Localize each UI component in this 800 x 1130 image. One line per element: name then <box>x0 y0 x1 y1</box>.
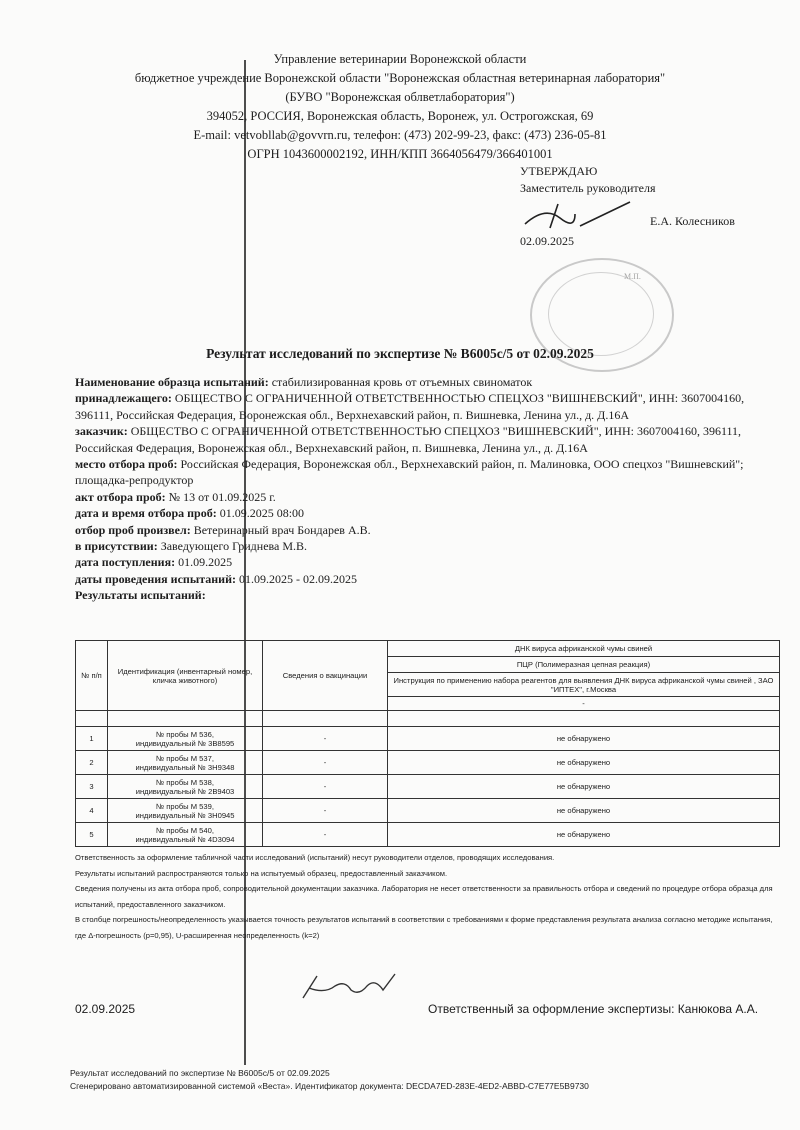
results-table <box>75 640 780 847</box>
field-value: ОБЩЕСТВО С ОГРАНИЧЕННОЙ ОТВЕТСТВЕННОСТЬЮ СПЕЦХОЗ "ВИШНЕВСКИЙ", ИНН: 3607004160, 396111, Российская Федерация, Воронежская обл., Верхнехавский район, п. Вишневка, Ленина ул., д. Д.16А <box>75 424 742 455</box>
field-row <box>75 423 775 456</box>
row-num: 3 <box>76 775 108 799</box>
field-row <box>75 505 775 521</box>
field-row <box>75 587 775 603</box>
table-row <box>76 775 780 799</box>
field-label: дата поступления: <box>75 555 176 570</box>
row-id: № пробы М 540, индивидуальный № 4D3094 <box>108 823 263 847</box>
field-label: место отбора проб: <box>75 457 178 472</box>
row-vacc: - <box>263 823 388 847</box>
note: Сведения получены из акта отбора проб, сопроводительной документации заказчика. Лаборатория не несет ответственности за правильность отбора и сведений по процедуре отбора образца для испытаний, предоставленного заказчиком. <box>75 884 773 909</box>
table-row <box>76 727 780 751</box>
field-value: ОБЩЕСТВО С ОГРАНИЧЕННОЙ ОТВЕТСТВЕННОСТЬЮ СПЕЦХОЗ "ВИШНЕВСКИЙ", ИНН: 3607004160, 396111, Российская Федерация, Воронежская обл., Верхнехавский район, п. Вишневка, Ленина ул., д. Д.16А <box>75 391 745 422</box>
approval-date: 02.09.2025 <box>520 234 574 248</box>
row-id: № пробы М 538, индивидуальный № 2В9403 <box>108 775 263 799</box>
field-value: Российская Федерация, Воронежская обл., Верхнехавский район, п. Малиновка, ООО спецхоз "Вишневский"; площадка-репродуктор <box>75 457 744 488</box>
row-vacc: - <box>263 751 388 775</box>
row-num: 4 <box>76 799 108 823</box>
table-row <box>76 823 780 847</box>
notes-block <box>75 850 780 943</box>
field-label: заказчик: <box>75 424 128 439</box>
field-value: Ветеринарный врач Бондарев А.В. <box>190 522 371 537</box>
field-row <box>75 390 775 423</box>
org-header <box>0 50 800 164</box>
approver-name: Е.А. Колесников <box>650 214 735 228</box>
row-result: не обнаружено <box>388 775 780 799</box>
row-vacc: - <box>263 775 388 799</box>
field-value: 01.09.2025 - 02.09.2025 <box>235 571 357 586</box>
field-label: акт отбора проб: <box>75 489 166 504</box>
footer-reference: Результат исследований по экспертизе № В6005с/5 от 02.09.2025 <box>70 1068 330 1078</box>
stamp-text: М.П. <box>624 272 641 281</box>
header-test: ДНК вируса африканской чумы свиней <box>388 641 780 657</box>
header-dash: - <box>388 697 780 711</box>
note: В столбце погрешность/неопределенность указывается точность результатов испытаний в соответствии с требованиями к форме представления результата анализа согласно методике испытания, где Δ-погрешность (р=0,95), U-расширенная неопределенность (k=2) <box>75 915 773 940</box>
header-line: ОГРН 1043600002192, ИНН/КПП 3664056479/366401001 <box>247 147 553 161</box>
row-num: 5 <box>76 823 108 847</box>
field-label: в присутствии: <box>75 539 158 554</box>
field-label: принадлежащего: <box>75 391 172 406</box>
row-result: не обнаружено <box>388 799 780 823</box>
header-line: E-mail: vetvobllab@govvrn.ru, телефон: (473) 202-99-23, факс: (473) 236-05-81 <box>193 128 607 142</box>
field-row <box>75 374 775 390</box>
header-method: ПЦР (Полимеразная цепная реакция) <box>388 657 780 673</box>
footer-system-id: Сгенерировано автоматизированной системой «Веста». Идентификатор документа: DECDA7ED-283E-4ED2-ABBD-C7E77E5B9730 <box>70 1081 589 1091</box>
header-num: № п/п <box>76 641 108 711</box>
field-row <box>75 489 775 505</box>
row-vacc: - <box>263 799 388 823</box>
field-label: даты проведения испытаний: <box>75 571 236 586</box>
signoff-date: 02.09.2025 <box>75 1002 136 1016</box>
note: Ответственность за оформление табличной части исследований (испытаний) несут руководители отделов, проводящих исследования. <box>75 853 555 862</box>
field-value: 01.09.2025 08:00 <box>216 506 305 521</box>
header-line: (БУВО "Воронежская облветлаборатория") <box>285 90 515 104</box>
field-value: Заведующего Гриднева М.В. <box>157 539 308 554</box>
document-title: Результат исследований по экспертизе № В6005с/5 от 02.09.2025 <box>206 346 594 361</box>
note: Результаты испытаний распространяются только на испытуемый образец, предоставленный заказчиком. <box>75 868 448 878</box>
approval-label: УТВЕРЖДАЮ <box>520 164 598 178</box>
field-label: дата и время отбора проб: <box>75 506 217 521</box>
field-label: Результаты испытаний: <box>75 588 206 603</box>
approver-signature <box>520 196 640 236</box>
field-value: стабилизированная кровь от отъемных свиноматок <box>268 375 533 389</box>
header-line: Управление ветеринарии Воронежской области <box>273 52 527 66</box>
responsible-signature <box>295 968 425 1008</box>
field-row <box>75 522 775 538</box>
row-id: № пробы М 539, индивидуальный № 3Н0945 <box>108 799 263 823</box>
header-instruction: Инструкция по применению набора реагентов для выявления ДНК вируса африканской чумы свиней , ЗАО "ИПТЕХ", г.Москва <box>388 673 780 697</box>
approval-position: Заместитель руководителя <box>520 181 656 195</box>
sample-info <box>75 374 775 604</box>
header-vaccination: Сведения о вакцинации <box>263 641 388 711</box>
row-vacc: - <box>263 727 388 751</box>
header-identification: Идентификация (инвентарный номер, кличка животного) <box>108 641 263 711</box>
row-result: не обнаружено <box>388 751 780 775</box>
table-row <box>76 751 780 775</box>
field-row <box>75 538 775 554</box>
row-result: не обнаружено <box>388 727 780 751</box>
field-value: 01.09.2025 <box>175 555 233 570</box>
field-value: № 13 от 01.09.2025 г. <box>165 489 276 504</box>
row-id: № пробы М 536, индивидуальный № 3В8595 <box>108 727 263 751</box>
header-line: бюджетное учреждение Воронежской области "Воронежская областная ветеринарная лаборатория" <box>134 71 666 85</box>
responsible-person: Ответственный за оформление экспертизы: Канюкова А.А. <box>428 1002 759 1016</box>
field-label: отбор проб произвел: <box>75 522 191 537</box>
field-row <box>75 554 775 570</box>
row-num: 1 <box>76 727 108 751</box>
row-result: не обнаружено <box>388 823 780 847</box>
row-num: 2 <box>76 751 108 775</box>
field-row <box>75 456 775 489</box>
table-row <box>76 799 780 823</box>
field-label: Наименование образца испытаний: <box>75 375 269 389</box>
header-line: 394052, РОССИЯ, Воронежская область, Воронеж, ул. Острогожская, 69 <box>206 109 594 123</box>
row-id: № пробы М 537, индивидуальный № 3Н9348 <box>108 751 263 775</box>
field-row <box>75 571 775 587</box>
